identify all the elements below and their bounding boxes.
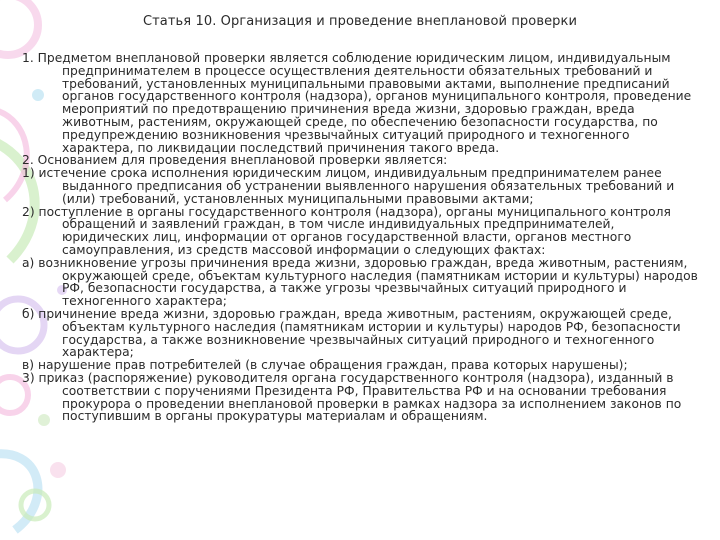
- list-item-a: а) возникновение угрозы причинения вреда жизни, здоровью граждан, вреда животным, растениям, окружающей среде, объектам культурного наследия (памятникам истории и культуры) народов РФ, безопасности государства, а также угрозы чрезвычайных ситуаций природного и техногенного характера;: [22, 255, 698, 309]
- list-item-b: б) причинение вреда жизни, здоровью граждан, вреда животным, растениям, окружающей среде, объектам культурного наследия (памятникам истории и культуры) народов РФ, безопасности государства, а также возникновение чрезвычайных ситуаций природного и техногенного характера;: [22, 306, 681, 360]
- paragraph-2: 2. Основанием для проведения внеплановой проверки является:: [22, 153, 448, 168]
- list-item-v: в) нарушение прав потребителей (в случае обращения граждан, права которых нарушены);: [22, 358, 628, 373]
- paragraph-1: 1. Предметом внеплановой проверки является соблюдение юридическим лицом, индивидуальным предпринимателем в процессе осуществления деятельности обязательных требований и требований, установленных муниципальными правовыми актами, выполнение предписаний органов государственного контроля (надзора), органов муниципального контроля, проведение мероприятий по предотвращению причинения вреда жизни, здоровью граждан, вреда животным, растениям, окружающей среде, по обеспечению безопасности государства, по предупреждению возникновения чрезвычайных ситуаций природного и техногенного характера, по ликвидации последствий причинения такого вреда.: [22, 51, 692, 155]
- slide-body: [22, 52, 700, 423]
- list-item-3: 3) приказ (распоряжение) руководителя органа государственного контроля (надзора), изданный в соответствии с поручениями Президента РФ, Правительства РФ и на основании требования прокурора о проведении внеплановой проверки в рамках надзора за исполнением законов по поступившим в органы прокуратуры материалам и обращениям.: [22, 370, 682, 424]
- list-item-2: 2) поступление в органы государственного контроля (надзора), органы муниципального контроля обращений и заявлений граждан, в том числе индивидуальных предпринимателей, юридических лиц, информации от органов государственной власти, органов местного самоуправления, из средств массовой информации о следующих фактах:: [22, 204, 671, 257]
- list-item-1: 1) истечение срока исполнения юридическим лицом, индивидуальным предпринимателем ранее выданного предписания об устранении выявленного нарушения обязательных требований и (или) требований, установленных муниципальными правовыми актами;: [22, 166, 675, 206]
- slide-title: Статья 10. Организация и проведение внеплановой проверки: [142, 14, 578, 29]
